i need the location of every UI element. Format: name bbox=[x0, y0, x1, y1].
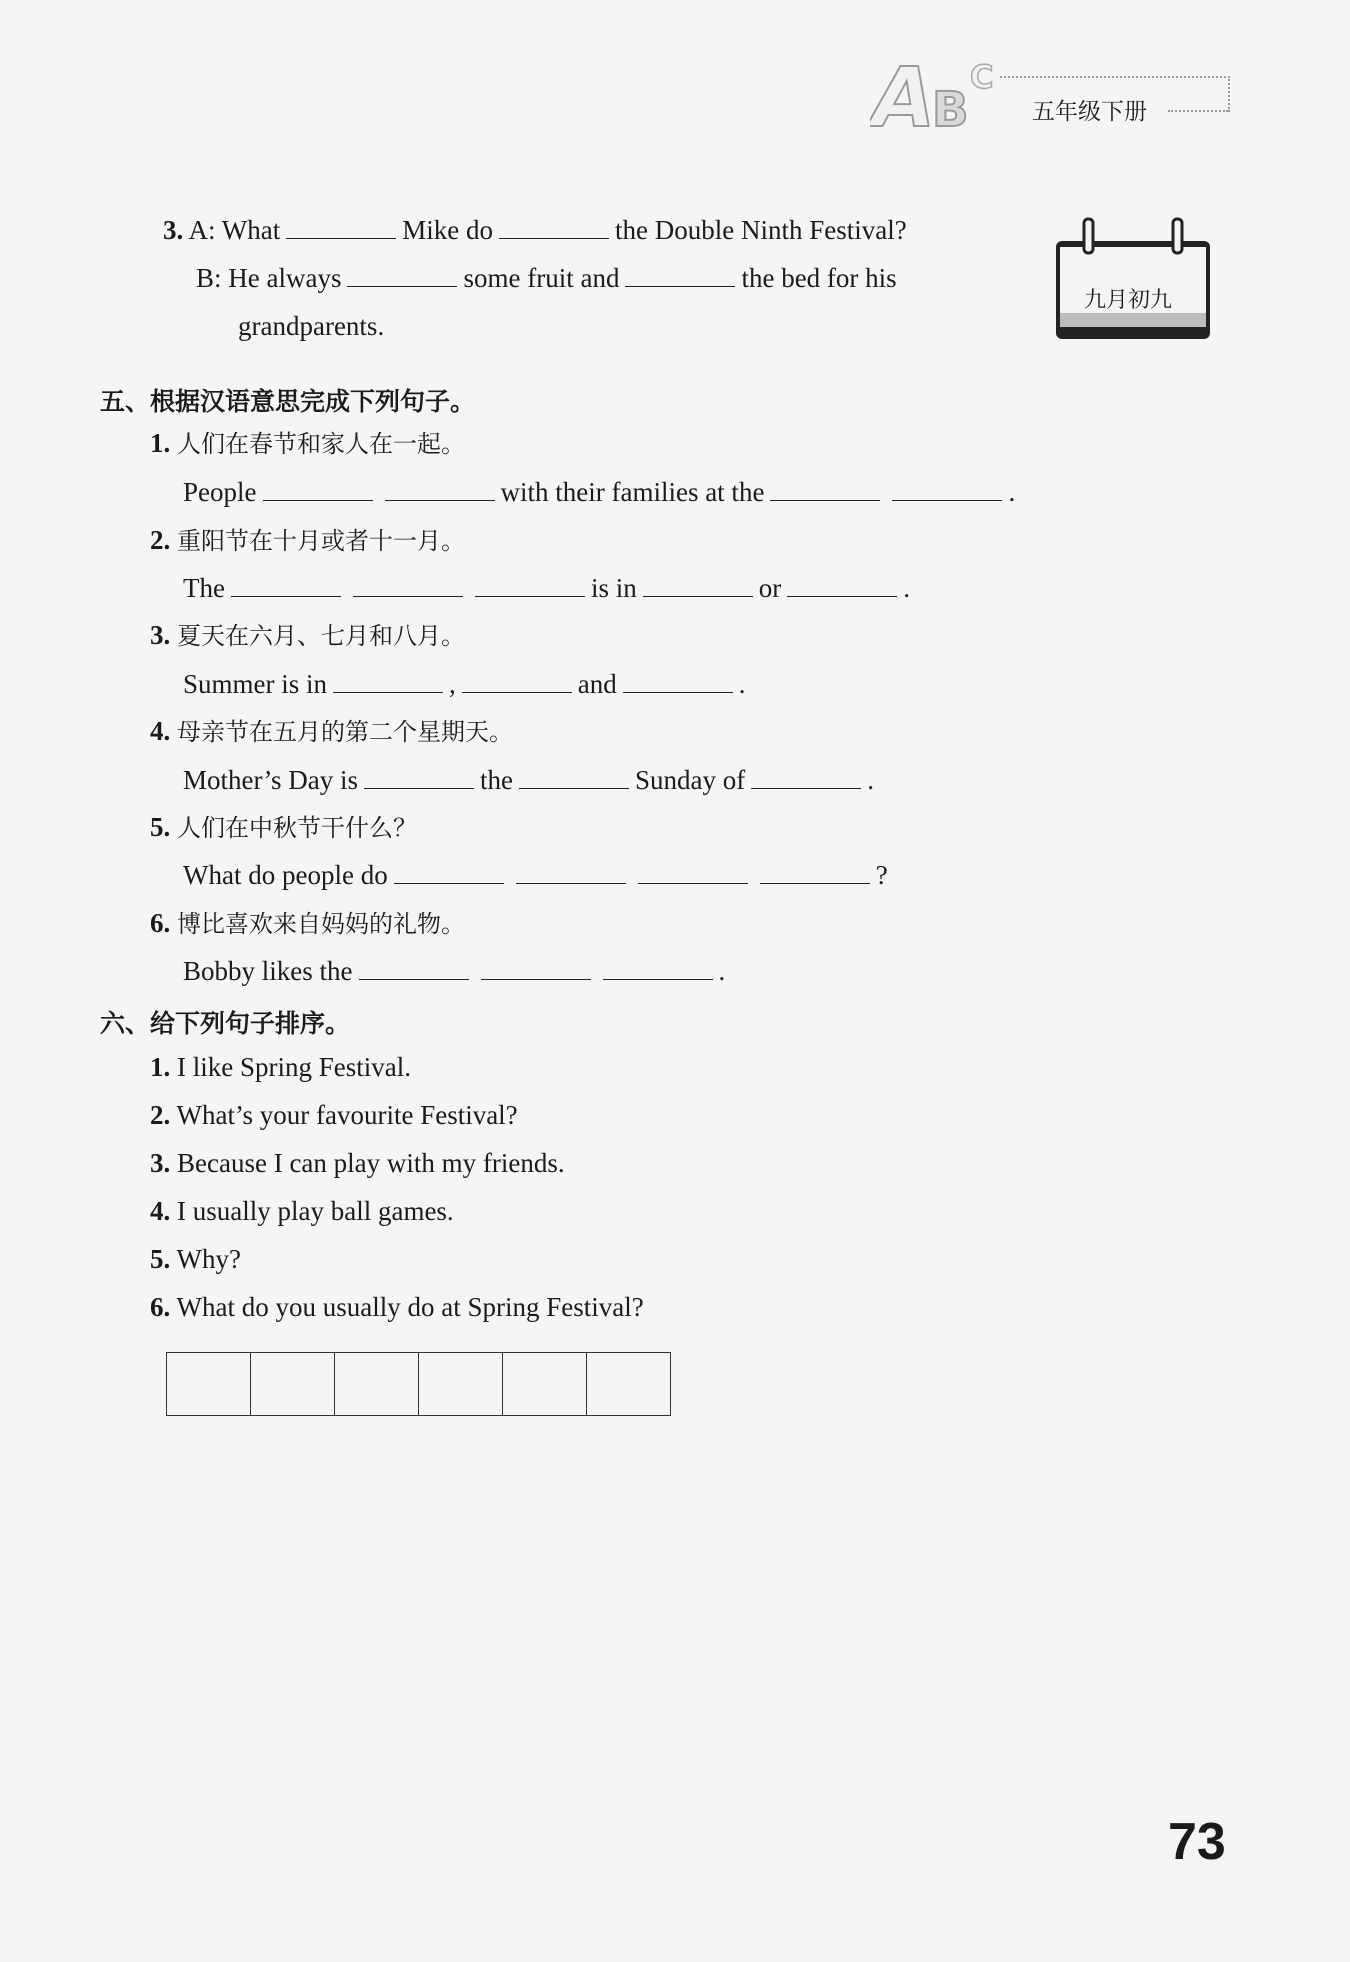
chinese-prompt: 人们在中秋节干什么？ bbox=[177, 814, 417, 842]
answer-blank[interactable] bbox=[760, 861, 870, 884]
order-box[interactable] bbox=[419, 1353, 503, 1416]
answer-blank[interactable] bbox=[892, 478, 1002, 501]
abc-logo-icon bbox=[870, 48, 1010, 138]
q3-speaker-a: A: bbox=[188, 215, 216, 245]
answer-blank[interactable] bbox=[353, 574, 463, 597]
order-box[interactable] bbox=[251, 1353, 335, 1416]
answer-blank[interactable] bbox=[499, 216, 609, 239]
q3-b-text-1: He always bbox=[228, 263, 342, 293]
order-box[interactable] bbox=[335, 1353, 419, 1416]
answer-blank[interactable] bbox=[519, 766, 629, 789]
q3-number: 3. bbox=[163, 215, 184, 245]
q3-line-c: grandparents. bbox=[238, 311, 385, 341]
q3-b-text-3: the bed for his bbox=[741, 263, 897, 293]
answer-blank[interactable] bbox=[475, 574, 585, 597]
answer-blank[interactable] bbox=[231, 574, 341, 597]
answer-blank[interactable] bbox=[516, 861, 626, 884]
chinese-prompt: 夏天在六月、七月和八月。 bbox=[177, 622, 465, 650]
answer-blank[interactable] bbox=[385, 478, 495, 501]
s5-item-2-cn: 2. 重阳节在十月或者十一月。 bbox=[150, 525, 465, 555]
svg-text:B: B bbox=[932, 82, 969, 138]
answer-blank[interactable] bbox=[286, 216, 396, 239]
answer-blank[interactable] bbox=[787, 574, 897, 597]
s6-item-2: 2. What’s your favourite Festival? bbox=[150, 1100, 518, 1130]
section-6-title: 六、给下列句子排序。 bbox=[100, 1009, 351, 1038]
chinese-prompt: 母亲节在五月的第二个星期天。 bbox=[177, 718, 513, 746]
q3-a-text-1: What bbox=[221, 215, 281, 245]
calendar-icon bbox=[1050, 215, 1215, 345]
section-5-title: 五、根据汉语意思完成下列句子。 bbox=[100, 387, 476, 416]
answer-blank[interactable] bbox=[643, 574, 753, 597]
s6-item-6: 6. What do you usually do at Spring Festival? bbox=[150, 1292, 644, 1322]
s5-item-5-cn: 5. 人们在中秋节干什么？ bbox=[150, 812, 417, 842]
s6-item-3: 3. Because I can play with my friends. bbox=[150, 1148, 565, 1178]
answer-blank[interactable] bbox=[462, 670, 572, 693]
s6-item-5: 5. Why? bbox=[150, 1244, 241, 1274]
s5-item-2-en: The is in or . bbox=[183, 573, 910, 603]
q3-b-text-2: some fruit and bbox=[463, 263, 620, 293]
calendar-date-text: 九月初九 bbox=[1084, 288, 1173, 313]
page-number: 73 bbox=[1168, 1813, 1226, 1871]
order-box[interactable] bbox=[587, 1353, 671, 1416]
answer-blank[interactable] bbox=[359, 957, 469, 980]
ordering-answer-boxes bbox=[166, 1352, 671, 1416]
s5-item-3-en: Summer is in , and . bbox=[183, 669, 746, 699]
q3-line-a bbox=[163, 213, 907, 247]
q3-a-text-3: the Double Ninth Festival? bbox=[615, 215, 907, 245]
answer-blank[interactable] bbox=[770, 478, 880, 501]
chinese-prompt: 人们在春节和家人在一起。 bbox=[177, 430, 465, 458]
svg-text:C: C bbox=[970, 58, 994, 96]
answer-blank[interactable] bbox=[638, 861, 748, 884]
grade-label: 五年级下册 bbox=[1032, 99, 1147, 125]
answer-blank[interactable] bbox=[364, 766, 474, 789]
q3-line-b bbox=[196, 261, 897, 295]
s6-item-1: 1. I like Spring Festival. bbox=[150, 1052, 411, 1082]
s5-item-5-en: What do people do ? bbox=[183, 860, 888, 890]
answer-blank[interactable] bbox=[263, 478, 373, 501]
answer-blank[interactable] bbox=[603, 957, 713, 980]
abc-logo bbox=[870, 48, 1010, 138]
answer-blank[interactable] bbox=[623, 670, 733, 693]
q3-a-text-2: Mike do bbox=[402, 215, 494, 245]
s5-item-6-en: Bobby likes the . bbox=[183, 956, 726, 986]
s5-item-1-en: People with their families at the . bbox=[183, 477, 1016, 507]
s5-item-4-cn: 4. 母亲节在五月的第二个星期天。 bbox=[150, 716, 513, 746]
svg-text:A: A bbox=[872, 51, 936, 138]
answer-blank[interactable] bbox=[625, 264, 735, 287]
answer-blank[interactable] bbox=[333, 670, 443, 693]
chinese-prompt: 重阳节在十月或者十一月。 bbox=[177, 527, 465, 555]
s5-item-4-en: Mother’s Day is the Sunday of . bbox=[183, 765, 874, 795]
chinese-prompt: 博比喜欢来自妈妈的礼物。 bbox=[177, 910, 465, 938]
s5-item-3-cn: 3. 夏天在六月、七月和八月。 bbox=[150, 620, 465, 650]
answer-blank[interactable] bbox=[394, 861, 504, 884]
s5-item-1-cn: 1. 人们在春节和家人在一起。 bbox=[150, 428, 465, 458]
answer-blank[interactable] bbox=[347, 264, 457, 287]
header-dotted-right bbox=[1228, 76, 1230, 112]
order-box[interactable] bbox=[503, 1353, 587, 1416]
header-dotted-bottom bbox=[1168, 110, 1228, 112]
q3-speaker-b: B: bbox=[196, 263, 222, 293]
answer-blank[interactable] bbox=[481, 957, 591, 980]
s5-item-6-cn: 6. 博比喜欢来自妈妈的礼物。 bbox=[150, 908, 465, 938]
order-box[interactable] bbox=[167, 1353, 251, 1416]
header-dotted-top bbox=[1000, 76, 1230, 78]
s6-item-4: 4. I usually play ball games. bbox=[150, 1196, 454, 1226]
answer-blank[interactable] bbox=[751, 766, 861, 789]
